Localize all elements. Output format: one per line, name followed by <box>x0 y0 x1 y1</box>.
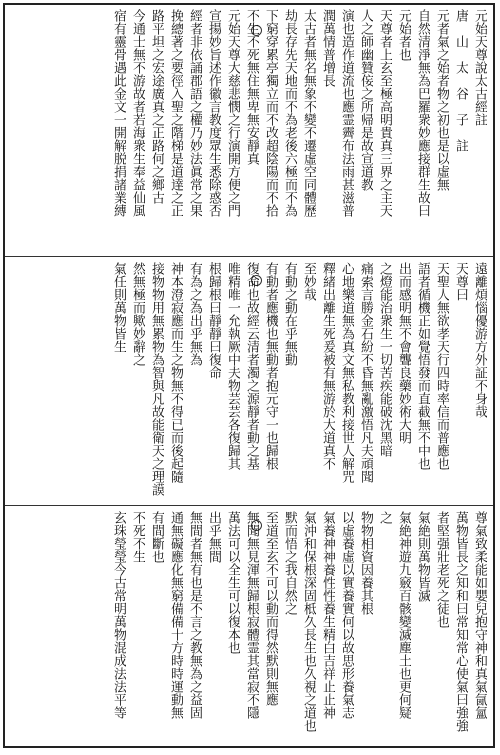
text-column: 萬物皆長之知和曰常知常心使氣曰強強 <box>453 511 468 732</box>
text-column: 有間斷也 <box>149 511 164 563</box>
text-column: 天尊曰 <box>453 262 468 301</box>
text-column: 氣沖和保根深固柢久長生也久視之道也 <box>301 511 316 732</box>
text-column: 有動者應機也無動者抱元守一也歸根 <box>263 262 278 470</box>
text-column: 有為之為出乎無為 <box>187 262 202 366</box>
text-column: 接物物用無累物為智與凡故能衛天之理謨 <box>149 262 164 496</box>
text-column: 不生不死無住無卑無安靜真 <box>244 9 259 165</box>
text-column: 玄珠瑩瑩今古常明萬物混成法法平等 <box>111 511 126 719</box>
text-column: 萬法可以全生可以復本也 <box>225 511 240 654</box>
text-column: 痛索言勝金石紛不昏無亂激悟凡夫頑聞 <box>358 262 373 483</box>
text-column: 宣揚妙旨述作徽言教度眾生悉除惑否 <box>206 9 221 217</box>
text-column: 物物相資因養其根 <box>358 511 373 615</box>
register-bottom <box>11 511 487 755</box>
text-column: 氣絶則萬物皆滅 <box>415 511 430 602</box>
text-column: 元始者也 <box>396 9 411 61</box>
text-column: 之 <box>377 511 392 524</box>
text-column: 至道至玄不可以動而得然默則無應 <box>263 511 278 706</box>
text-column: 元始天尊大慈悲憫之行演開方便之門 <box>225 9 240 217</box>
text-column: 挽總著之要徑入聖之階梯是道達之正 <box>168 9 183 217</box>
text-column: 神本澄寂應而生之物無不得已而後起隨 <box>168 262 183 483</box>
text-column: 下窮穿累亭獨立而不改超陰陽而不拾 <box>263 9 278 217</box>
text-column: 天聖人無欲孝天行四時率信而普應也 <box>434 262 449 470</box>
text-column: 今通士無不游故者若海衆生奉益仙風 <box>130 9 145 217</box>
text-column: 劫長存先天地而不為老後六極而不為 <box>282 9 297 217</box>
text-column: 釋緒出離生死爰被有無游於大道真不 <box>320 262 335 470</box>
text-column: 太古者無名無象不變不遷虛空同體歷 <box>301 9 316 217</box>
text-column: 無間者無有也是不言之教無為之益固 <box>187 511 202 719</box>
register-top <box>11 9 487 253</box>
text-column: 者堅强壯老死之徒也 <box>434 511 449 628</box>
text-column: 之燈能治衆生一切苦疾能破沈黑暗 <box>377 262 392 457</box>
text-column: 氣絶神遊九竅百骸變滅塵土也更何疑 <box>396 511 411 719</box>
scripture-page <box>3 3 495 748</box>
text-column: 以虛養虛以實養實何以故思形養氣志 <box>339 511 354 719</box>
text-column: 至妙哉 <box>301 262 316 301</box>
text-column: 人之師幽贊侫之所帰是故宣道教 <box>358 9 373 191</box>
text-column: 心地樂道無為真文無私教利接世人解咒 <box>339 262 354 483</box>
text-column: 唐 山 太 谷 子 註 <box>453 9 468 152</box>
text-column: 自然清淨無為巴羅衆妙應接群生故曰 <box>415 9 430 217</box>
text-column: 無聞無見渾無歸根寂體霊其當寂不隱 <box>244 511 259 719</box>
text-column: 演也造作道流也應霊霽布法雨甚滋普 <box>339 9 354 217</box>
text-column: 語者循機正如覺悟發而直截無不中也 <box>415 262 430 470</box>
register-middle <box>11 262 487 506</box>
text-column: 然無極而歟妙辭之 <box>130 262 145 366</box>
text-column: 出而感明無不會聾良藥妙術大明 <box>396 262 411 444</box>
text-column: 通無礙應化無窮備備十方時時運動無 <box>168 511 183 719</box>
text-column: 唯精唯一允執厥中夫物芸芸各復歸其 <box>225 262 240 470</box>
text-column: 不死不生 <box>130 511 145 563</box>
text-column: 路平坦之宏途廣真之正路何之鄉古 <box>149 9 164 204</box>
text-column: 天尊者上玄至極高明貴真三界之主天 <box>377 9 392 217</box>
text-column: 經者非依誦郡語之權乃妙法眞常之果 <box>187 9 202 217</box>
text-column: 氣養神神養性性養生精白吉祥止止神 <box>320 511 335 719</box>
text-column: 復命也故經云清者濁之源靜者動之基 <box>244 262 259 470</box>
text-column: 元始天尊說太古經註 <box>472 9 487 126</box>
text-column: 默而悟之我自然之 <box>282 511 297 615</box>
text-column: 氣任則萬物皆生 <box>111 262 126 353</box>
text-column: 遠離煩惱優游方外証不身哉 <box>472 262 487 418</box>
text-column: 有動之動在乎無動 <box>282 262 297 366</box>
text-column: 根歸根曰靜靜曰復命 <box>206 262 221 379</box>
text-column: 宿有靈骨遇此金文一開解脱捐諸業縛 <box>111 9 126 217</box>
text-column: 潤萬情普增長 <box>320 9 335 87</box>
text-column: 尊氣致柔能如嬰兒抱守神和真氣氤氳 <box>472 511 487 719</box>
text-column: 出乎無間 <box>206 511 221 563</box>
register-divider <box>5 256 493 257</box>
text-column: 元者氣之始者物之初也是以虛無 <box>434 9 449 191</box>
